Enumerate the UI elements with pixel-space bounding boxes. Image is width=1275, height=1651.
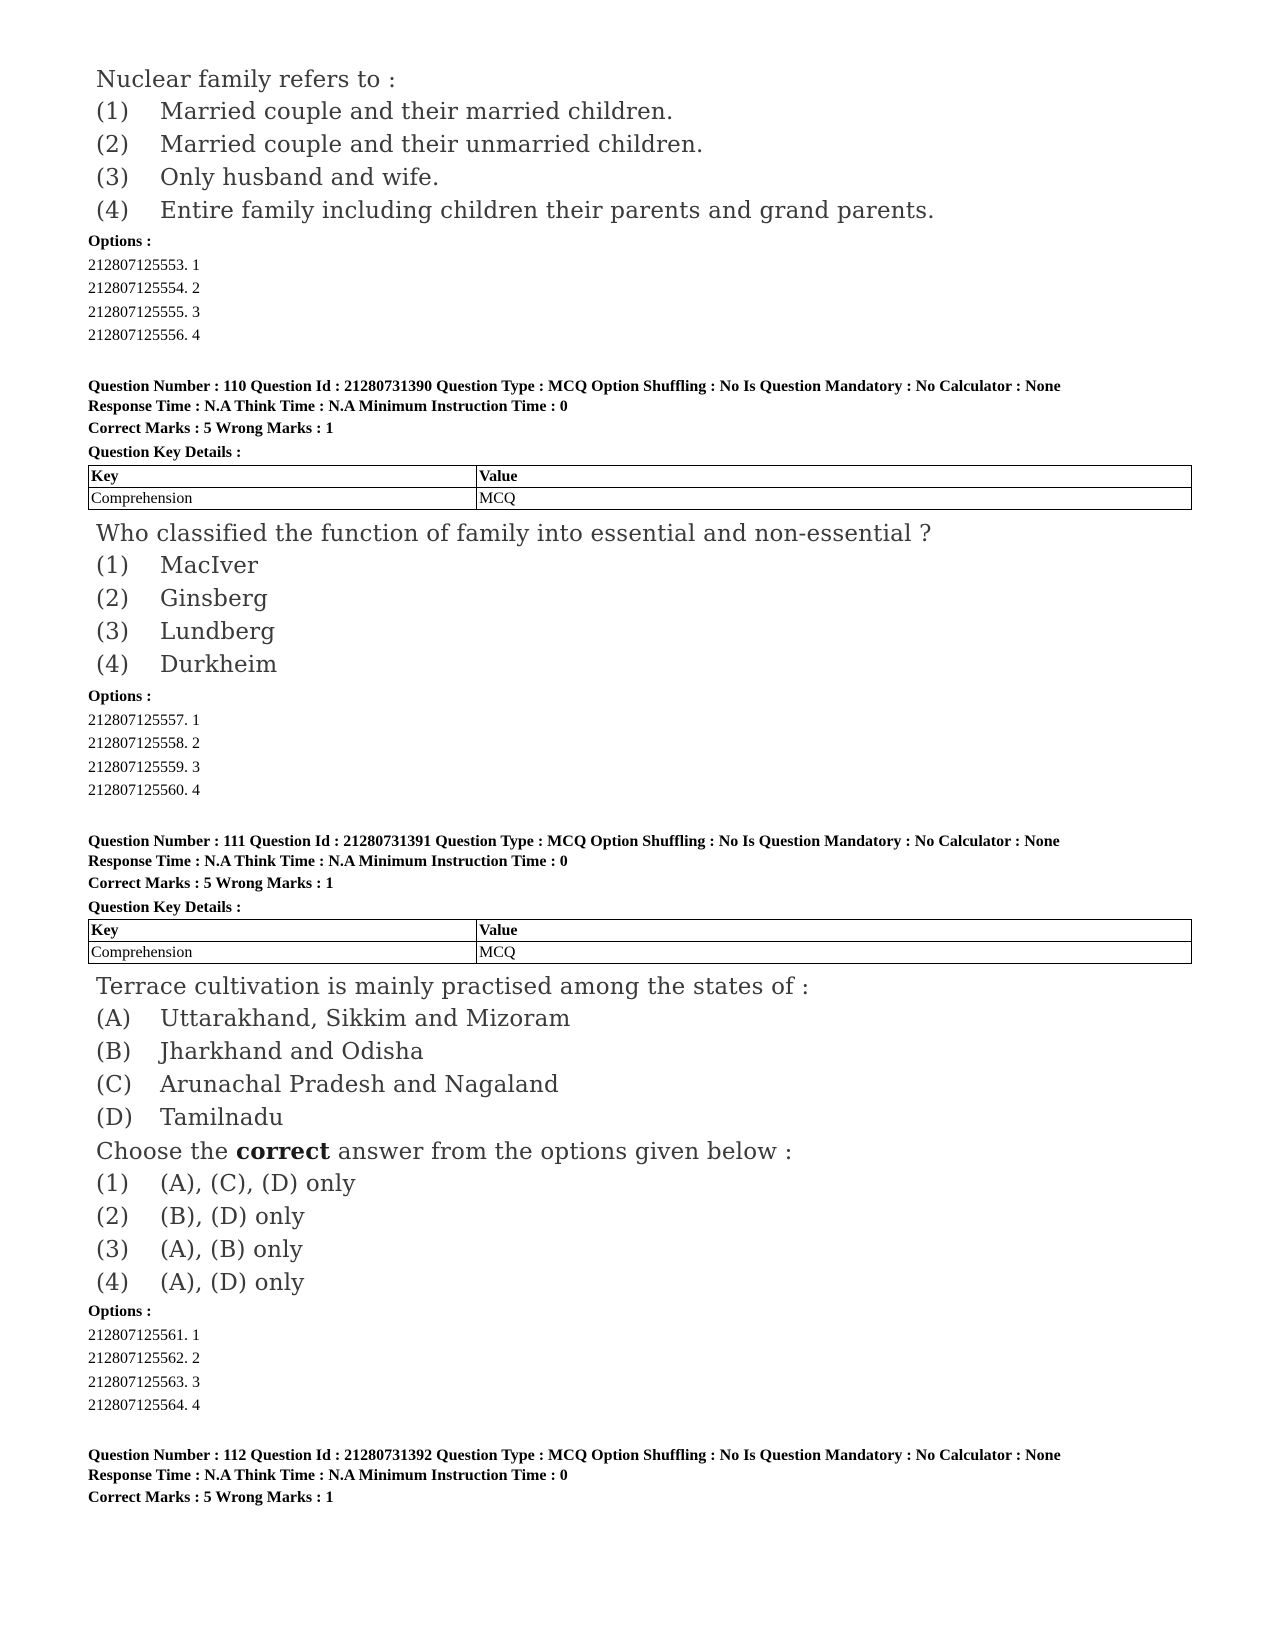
- table-row: [89, 942, 1192, 964]
- q111-statement: (B) Jharkhand and Odisha: [96, 1039, 424, 1065]
- table-cell-value: MCQ: [477, 942, 1192, 964]
- option-item: 212807125563. 3: [88, 1373, 200, 1391]
- q109-choice: (3) Only husband and wife.: [96, 165, 440, 191]
- question-meta-line: Response Time : N.A Think Time : N.A Minimum Instruction Time : 0: [88, 1467, 568, 1484]
- q111-statement: (A) Uttarakhand, Sikkim and Mizoram: [96, 1006, 571, 1032]
- table-header-key: Key: [89, 466, 477, 488]
- key-details-label: Question Key Details :: [88, 444, 242, 461]
- q111-options: [88, 1300, 200, 1418]
- q111-instruction: Choose the correct answer from the options given below :: [96, 1138, 793, 1165]
- key-details-label: Question Key Details :: [88, 899, 242, 916]
- question-meta-line: Question Number : 110 Question Id : 21280731390 Question Type : MCQ Option Shuffling : No Is Question Mandatory : No Calculator : None: [88, 378, 1061, 395]
- table-header-row: [89, 466, 1192, 488]
- option-item: 212807125553. 1: [88, 256, 200, 274]
- option-item: 212807125561. 1: [88, 1326, 200, 1344]
- q112-meta: [88, 1446, 1061, 1510]
- q111-choice: (3) (A), (B) only: [96, 1237, 303, 1263]
- table-row: [89, 488, 1192, 510]
- q111-choice: (2) (B), (D) only: [96, 1204, 305, 1230]
- question-meta-line: Response Time : N.A Think Time : N.A Minimum Instruction Time : 0: [88, 398, 568, 415]
- table-cell-key: Comprehension: [89, 942, 477, 964]
- q109-choice: (2) Married couple and their unmarried children.: [96, 132, 704, 158]
- q111-stem: Terrace cultivation is mainly practised among the states of :: [96, 974, 810, 1000]
- options-heading: Options :: [88, 1303, 152, 1320]
- q110-options: [88, 685, 200, 803]
- marks-line: Correct Marks : 5 Wrong Marks : 1: [88, 420, 334, 437]
- q109-choice: (4) Entire family including children their parents and grand parents.: [96, 198, 935, 224]
- q110-question-image: [96, 518, 932, 682]
- option-item: 212807125557. 1: [88, 711, 200, 729]
- table-cell-value: MCQ: [477, 488, 1192, 510]
- q109-choice: (1) Married couple and their married children.: [96, 99, 674, 125]
- option-item: 212807125555. 3: [88, 303, 200, 321]
- q109-question-image: [96, 64, 935, 228]
- q111-question-image: [96, 971, 809, 1300]
- q109-options: [88, 230, 200, 348]
- option-item: 212807125562. 2: [88, 1350, 200, 1367]
- options-heading: Options :: [88, 233, 152, 250]
- options-heading: Options :: [88, 688, 152, 705]
- table-header-row: [89, 920, 1192, 942]
- q111-meta: [88, 832, 1060, 920]
- option-item: 212807125564. 4: [88, 1397, 200, 1414]
- q111-statement: (C) Arunachal Pradesh and Nagaland: [96, 1072, 559, 1098]
- option-item: 212807125558. 2: [88, 735, 200, 752]
- q110-choice: (2) Ginsberg: [96, 586, 268, 612]
- q111-choice: (4) (A), (D) only: [96, 1270, 305, 1296]
- option-item: 212807125556. 4: [88, 327, 200, 344]
- marks-line: Correct Marks : 5 Wrong Marks : 1: [88, 875, 334, 892]
- q110-choice: (4) Durkheim: [96, 652, 278, 678]
- q111-statement: (D) Tamilnadu: [96, 1105, 284, 1131]
- q110-key-table: [88, 465, 1192, 510]
- table-cell-key: Comprehension: [89, 488, 477, 510]
- option-item: 212807125554. 2: [88, 280, 200, 297]
- q110-meta: [88, 377, 1061, 465]
- q110-choice: (3) Lundberg: [96, 619, 276, 645]
- question-meta-line: Response Time : N.A Think Time : N.A Minimum Instruction Time : 0: [88, 853, 568, 870]
- option-item: 212807125559. 3: [88, 758, 200, 776]
- q109-stem: Nuclear family refers to :: [96, 67, 397, 93]
- q110-stem: Who classified the function of family into essential and non-essential ?: [96, 521, 932, 547]
- table-header-key: Key: [89, 920, 477, 942]
- q110-choice: (1) MacIver: [96, 553, 259, 579]
- question-meta-line: Question Number : 112 Question Id : 21280731392 Question Type : MCQ Option Shuffling : No Is Question Mandatory : No Calculator : None: [88, 1447, 1061, 1464]
- option-item: 212807125560. 4: [88, 782, 200, 799]
- question-meta-line: Question Number : 111 Question Id : 21280731391 Question Type : MCQ Option Shuffling : No Is Question Mandatory : No Calculator : None: [88, 833, 1060, 850]
- marks-line: Correct Marks : 5 Wrong Marks : 1: [88, 1489, 334, 1506]
- q111-key-table: [88, 919, 1192, 964]
- table-header-value: Value: [477, 920, 1192, 942]
- table-header-value: Value: [477, 466, 1192, 488]
- q111-choice: (1) (A), (C), (D) only: [96, 1171, 356, 1197]
